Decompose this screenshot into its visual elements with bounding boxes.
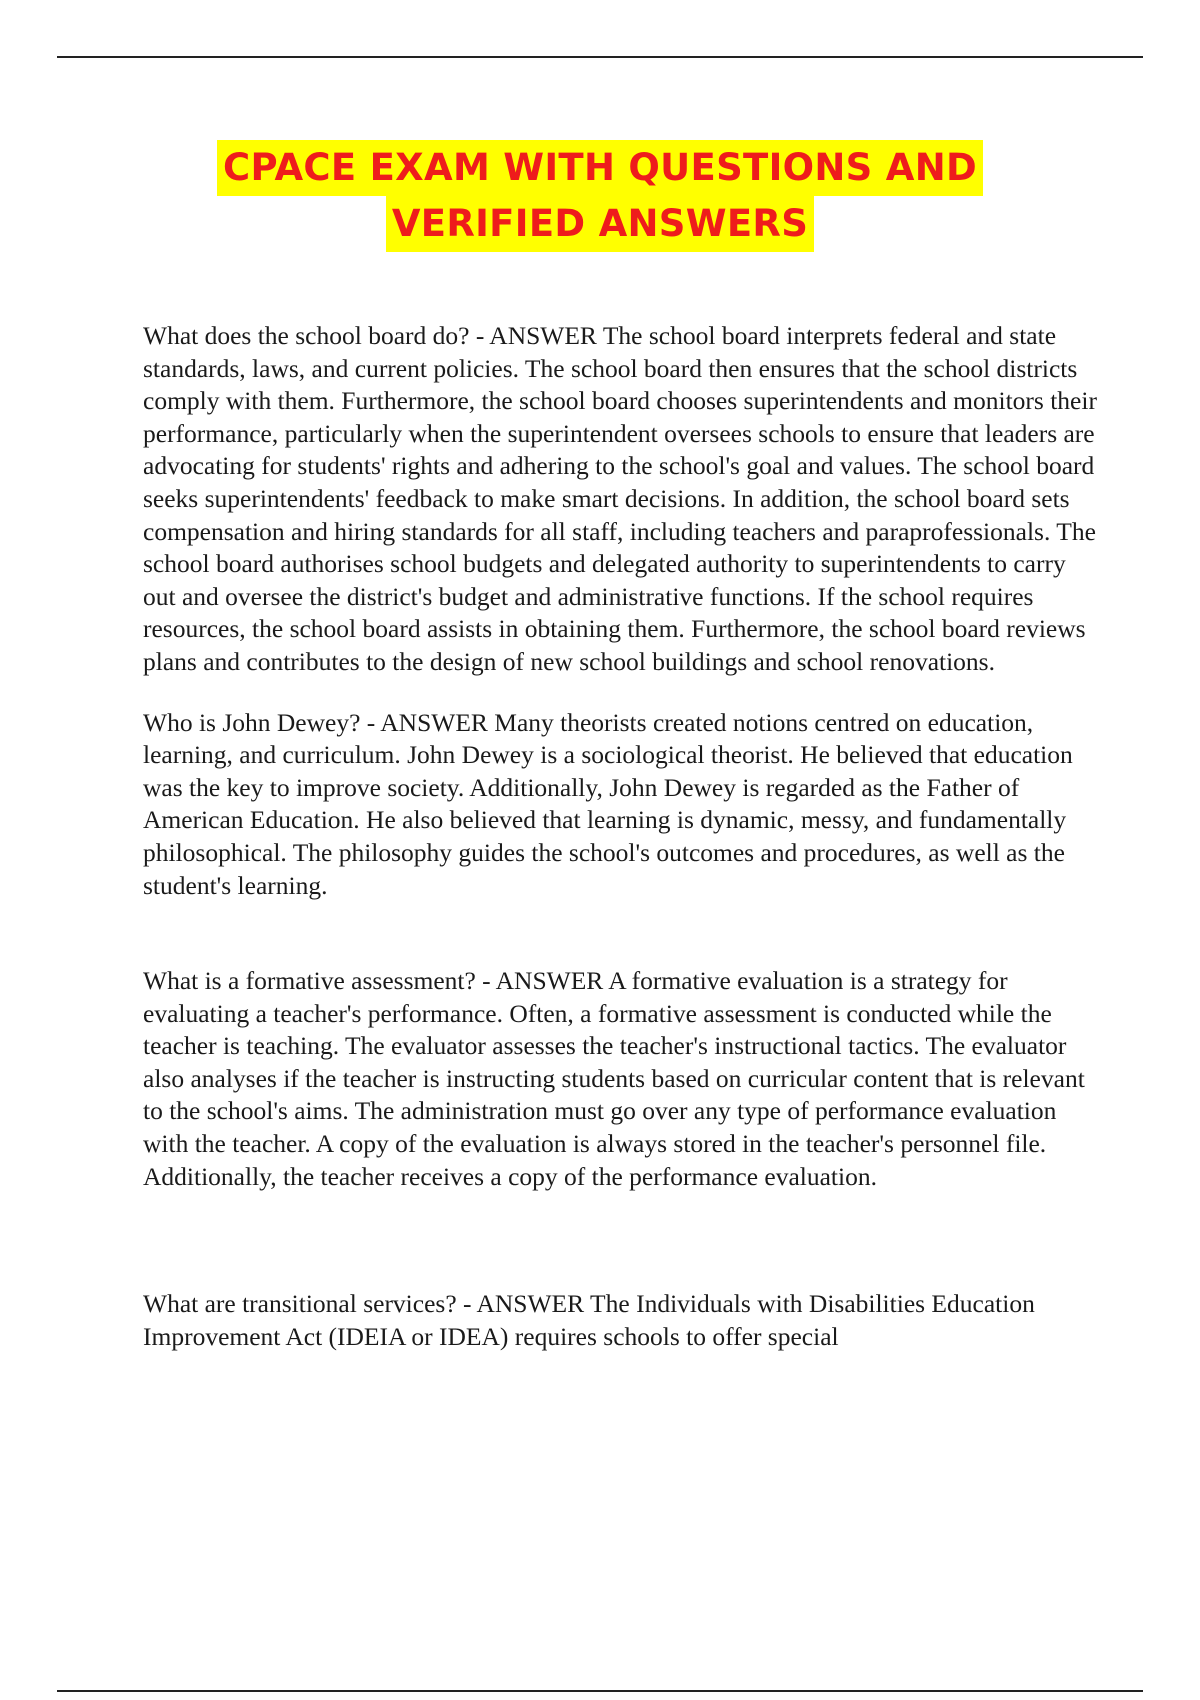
document-title [0, 140, 1200, 252]
bottom-rule [57, 1690, 1143, 1692]
qa-list [143, 320, 1103, 1353]
title-line-1: CPACE EXAM WITH QUESTIONS AND [217, 140, 983, 196]
top-rule [57, 56, 1143, 58]
title-line-2: VERIFIED ANSWERS [386, 196, 814, 252]
qa-john-dewey: Who is John Dewey? - ANSWER Many theorists created notions centred on education, learning, and curriculum. John Dewey is a sociological theorist. He believed that education was the key to improve society. Additionally, John Dewey is regarded as the Father of American Education. He also believed that learning is dynamic, messy, and fundamentally philosophical. The philosophy guides the school's outcomes and procedures, as well as the student's learning. [143, 707, 1073, 900]
qa-formative-assessment: What is a formative assessment? - ANSWER A formative evaluation is a strategy for evaluating a teacher's performance. Often, a formative assessment is conducted while the teacher is teaching. The evaluator assesses the teacher's instructional tactics. The evaluator also analyses if the teacher is instructing students based on curricular content that is relevant to the school's aims. The administration must go over any type of performance evaluation with the teacher. A copy of the evaluation is always stored in the teacher's personnel file. Additionally, the teacher receives a copy of the performance evaluation. [143, 966, 1085, 1191]
qa-transitional-services: What are transitional services? - ANSWER The Individuals with Disabilities Education Improvement Act (IDEIA or IDEA) requires schools to offer special [143, 1289, 1035, 1351]
qa-school-board: What does the school board do? - ANSWER The school board interprets federal and state standards, laws, and current policies. The school board then ensures that the school districts comply with them. Furthermore, the school board chooses superintendents and monitors their performance, particularly when the superintendent oversees schools to ensure that leaders are advocating for students' rights and adhering to the school's goal and values. The school board seeks superintendents' feedback to make smart decisions. In addition, the school board sets compensation and hiring standards for all staff, including teachers and paraprofessionals. The school board authorises school budgets and delegated authority to superintendents to carry out and oversee the district's budget and administrative functions. If the school requires resources, the school board assists in obtaining them. Furthermore, the school board reviews plans and contributes to the design of new school buildings and school renovations. [143, 321, 1097, 676]
